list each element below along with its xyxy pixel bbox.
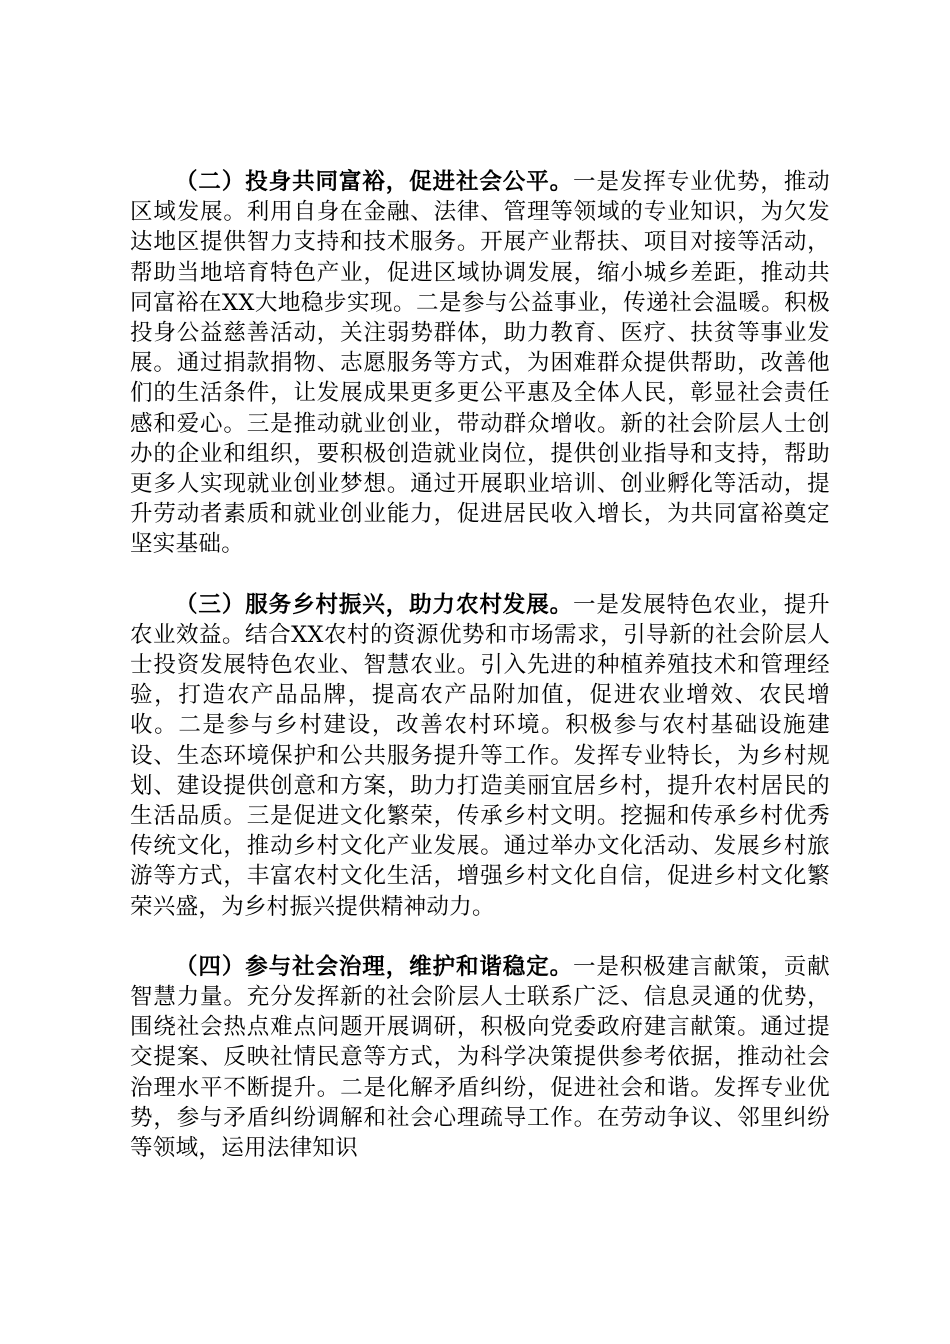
section-body-3: 一是发展特色农业，提升农业效益。结合XX农村的资源优势和市场需求，引导新的社会阶层人士投资发展特色农业、智慧农业。引入先进的种植养殖技术和管理经验，打造农产品品牌，提高农产品附加值，促进农业增效、农民增收。二是参与乡村建设，改善农村环境。积极参与农村基础设施建设、生态环境保护和公共服务提升等工作。发挥专业特长，为乡村规划、建设提供创意和方案，助力打造美丽宜居乡村，提升农村居民的生活品质。三是促进文化繁荣，传承乡村文明。挖掘和传承乡村优秀传统文化，推动乡村文化产业发展。通过举办文化活动、发展乡村旅游等方式，丰富农村文化生活，增强乡村文化自信，促进乡村文化繁荣兴盛，为乡村振兴提供精神动力。 — [130, 591, 830, 920]
paragraph-section-4 — [130, 952, 830, 1163]
paragraph-section-2 — [130, 167, 830, 560]
section-body-4: 一是积极建言献策，贡献智慧力量。充分发挥新的社会阶层人士联系广泛、信息灵通的优势，围绕社会热点难点问题开展调研，积极向党委政府建言献策。通过提交提案、反映社情民意等方式，为科学决策提供参考依据，推动社会治理水平不断提升。二是化解矛盾纠纷，促进社会和谐。发挥专业优势，参与矛盾纠纷调解和社会心理疏导工作。在劳动争议、邻里纠纷等领域，运用法律知识 — [130, 953, 830, 1162]
section-heading-2: （二）投身共同富裕，促进社会公平。 — [175, 169, 574, 195]
section-heading-3: （三）服务乡村振兴，助力农村发展。 — [175, 591, 574, 618]
document-page — [130, 167, 830, 1193]
section-heading-4: （四）参与社会治理，维护和谐稳定。 — [175, 953, 574, 980]
section-body-2: 一是发挥专业优势，推动区域发展。利用自身在金融、法律、管理等领域的专业知识，为欠发达地区提供智力支持和技术服务。开展产业帮扶、项目对接等活动，帮助当地培育特色产业，促进区域协调发展，缩小城乡差距，推动共同富裕在XX大地稳步实现。二是参与公益事业，传递社会温暖。积极投身公益慈善活动，关注弱势群体，助力教育、医疗、扶贫等事业发展。通过捐款捐物、志愿服务等方式，为困难群众提供帮助，改善他们的生活条件，让发展成果更多更公平惠及全体人民，彰显社会责任感和爱心。三是推动就业创业，带动群众增收。新的社会阶层人士创办的企业和组织，要积极创造就业岗位，提供创业指导和支持，帮助更多人实现就业创业梦想。通过开展职业培训、创业孵化等活动，提升劳动者素质和就业创业能力，促进居民收入增长，为共同富裕奠定坚实基础。 — [130, 169, 830, 558]
paragraph-section-3 — [130, 590, 830, 922]
